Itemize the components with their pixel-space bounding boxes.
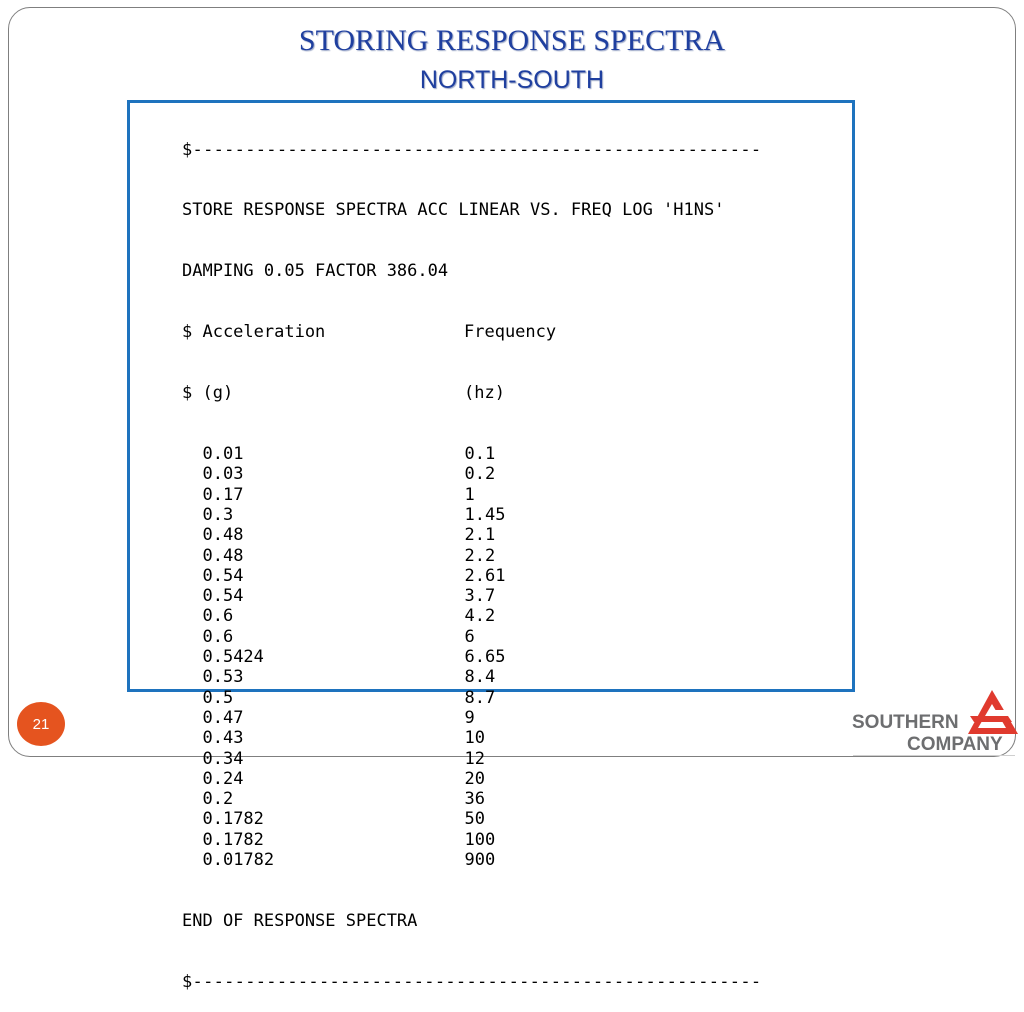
row-indent: [182, 444, 202, 464]
spectra-data-row: [182, 830, 852, 850]
row-indent: [182, 749, 202, 769]
logo-triangle-icon: [968, 690, 1018, 734]
row-indent: [182, 586, 202, 606]
acceleration-value: 0.48: [202, 525, 244, 546]
header-frequency: Frequency: [464, 322, 557, 343]
spectra-data-row: [182, 667, 852, 687]
spectra-data-rows: [182, 444, 852, 870]
slide-title: STORING RESPONSE SPECTRA: [298, 24, 726, 57]
spectra-data-row: [182, 789, 852, 809]
row-indent: [182, 525, 202, 545]
row-indent: [182, 789, 202, 809]
row-indent: [182, 769, 202, 789]
spectra-data-row: [182, 627, 852, 647]
acceleration-value: 0.54: [202, 565, 244, 586]
row-indent: [182, 606, 202, 626]
frequency-value: 900: [464, 849, 496, 870]
row-indent: [182, 708, 202, 728]
acceleration-value: 0.47: [202, 707, 244, 728]
separator-line-bottom: $------------------------------------------------------: [182, 971, 762, 992]
acceleration-value: 0.5424: [202, 647, 264, 668]
logo-text-company: COMPANY: [907, 734, 1003, 755]
spectra-data-row: [182, 444, 852, 464]
acceleration-value: 0.34: [202, 748, 244, 769]
frequency-value: 50: [464, 809, 485, 830]
row-indent: [182, 830, 202, 850]
frequency-value: 0.1: [464, 444, 496, 465]
acceleration-value: 0.1782: [202, 809, 264, 830]
row-indent: [182, 485, 202, 505]
page-number-badge: 21: [17, 702, 65, 746]
row-indent: [182, 546, 202, 566]
frequency-value: 6.65: [464, 647, 506, 668]
logo-text-southern: SOUTHERN: [852, 712, 959, 733]
frequency-value: 2.61: [464, 565, 506, 586]
header-acceleration: $ Acceleration: [182, 322, 326, 343]
row-indent: [182, 809, 202, 829]
acceleration-value: 0.17: [202, 484, 244, 505]
spectra-data-row: [182, 525, 852, 545]
frequency-value: 9: [464, 707, 475, 728]
row-indent: [182, 627, 202, 647]
unit-frequency: (hz): [464, 383, 505, 404]
acceleration-value: 0.01782: [202, 849, 275, 870]
column-header-row: [182, 322, 852, 342]
frequency-value: 10: [464, 728, 485, 749]
acceleration-value: 0.43: [202, 728, 244, 749]
store-command-line: STORE RESPONSE SPECTRA ACC LINEAR VS. FREQ LOG 'H1NS': [182, 200, 725, 221]
frequency-value: 4.2: [464, 606, 496, 627]
acceleration-value: 0.01: [202, 444, 244, 465]
slide-subtitle: NORTH-SOUTH: [419, 66, 605, 94]
frequency-value: 100: [464, 829, 496, 850]
acceleration-value: 0.6: [202, 626, 234, 647]
spectra-data-row: [182, 546, 852, 566]
row-indent: [182, 688, 202, 708]
spectra-data-row: [182, 728, 852, 748]
frequency-value: 1: [464, 484, 475, 505]
acceleration-value: 0.48: [202, 545, 244, 566]
frequency-value: 3.7: [464, 586, 496, 607]
spectra-data-row: [182, 606, 852, 626]
spectra-data-row: [182, 809, 852, 829]
frequency-value: 8.7: [464, 687, 496, 708]
spectra-data-row: [182, 688, 852, 708]
spectra-data-row: [182, 566, 852, 586]
row-indent: [182, 850, 202, 870]
acceleration-value: 0.2: [202, 789, 234, 810]
acceleration-value: 0.03: [202, 464, 244, 485]
row-indent: [182, 728, 202, 748]
spectra-data-row: [182, 586, 852, 606]
acceleration-value: 0.54: [202, 586, 244, 607]
acceleration-value: 0.3: [202, 504, 234, 525]
acceleration-value: 0.5: [202, 687, 234, 708]
spectra-data-row: [182, 850, 852, 870]
frequency-value: 6: [464, 626, 475, 647]
frequency-value: 12: [464, 748, 485, 769]
spectra-listing: [182, 99, 852, 1012]
damping-line: DAMPING 0.05 FACTOR 386.04: [182, 261, 449, 282]
row-indent: [182, 647, 202, 667]
spectra-data-row: [182, 464, 852, 484]
frequency-value: 20: [464, 768, 485, 789]
frequency-value: 2.1: [464, 525, 496, 546]
spectra-data-row: [182, 485, 852, 505]
spectra-data-row: [182, 769, 852, 789]
frequency-value: 8.4: [464, 667, 496, 688]
acceleration-value: 0.53: [202, 667, 244, 688]
separator-line-top: $------------------------------------------------------: [182, 139, 762, 160]
row-indent: [182, 505, 202, 525]
southern-company-logo: [848, 688, 1020, 756]
frequency-value: 0.2: [464, 464, 496, 485]
row-indent: [182, 667, 202, 687]
frequency-value: 2.2: [464, 545, 496, 566]
frequency-value: 36: [464, 789, 485, 810]
row-indent: [182, 566, 202, 586]
row-indent: [182, 464, 202, 484]
spectra-data-row: [182, 708, 852, 728]
acceleration-value: 0.6: [202, 606, 234, 627]
acceleration-value: 0.1782: [202, 829, 264, 850]
spectra-data-row: [182, 505, 852, 525]
frequency-value: 1.45: [464, 504, 506, 525]
spectra-data-row: [182, 647, 852, 667]
end-line: END OF RESPONSE SPECTRA: [182, 910, 418, 931]
unit-row: [182, 383, 852, 403]
unit-acceleration: $ (g): [182, 383, 234, 404]
acceleration-value: 0.24: [202, 768, 244, 789]
spectra-data-row: [182, 749, 852, 769]
